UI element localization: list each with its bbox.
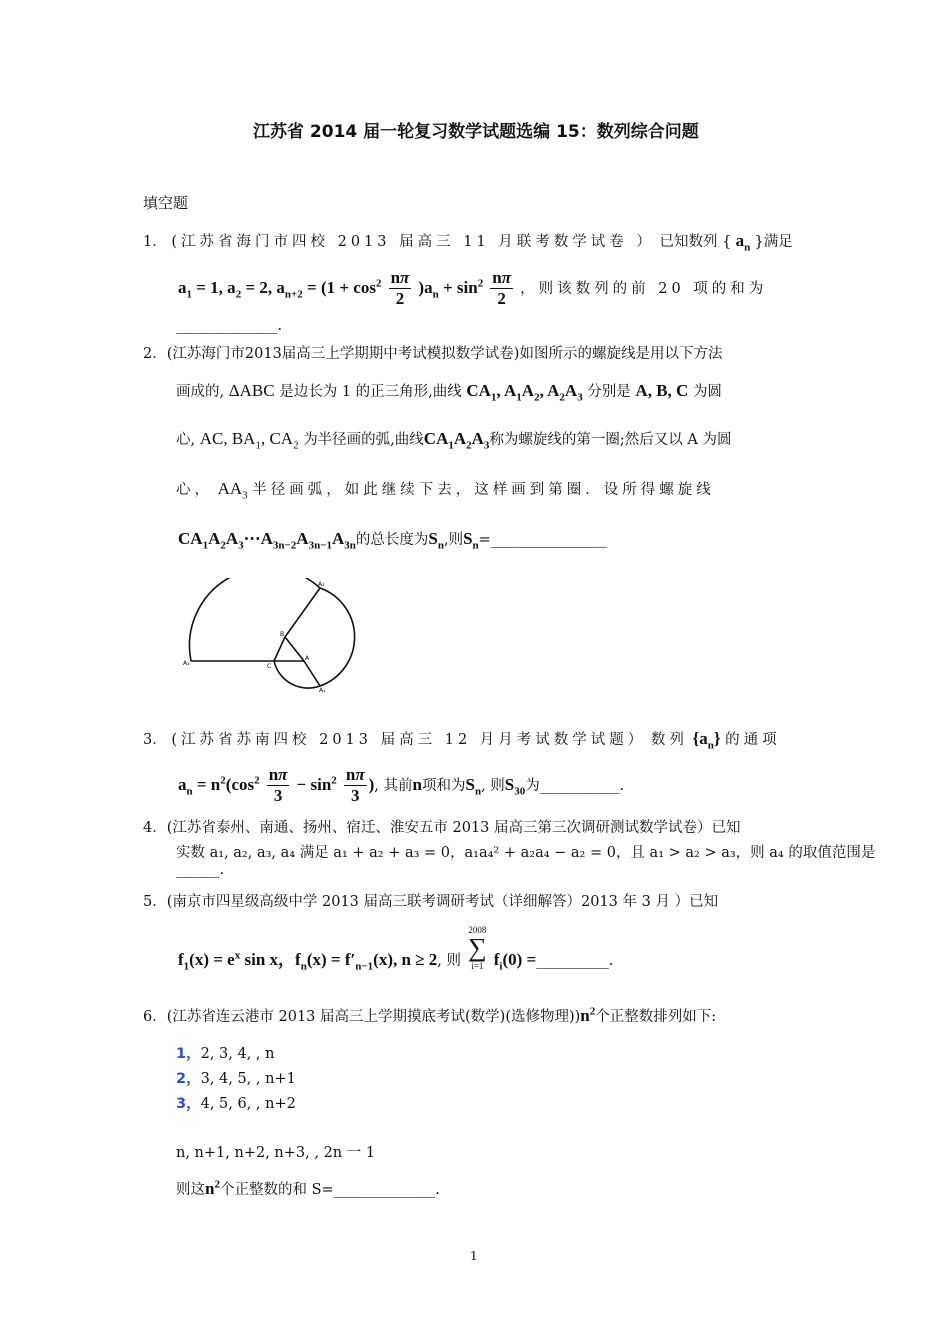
label-b: B (280, 631, 285, 638)
question-source: (南京市四星级高级中学 2013 届高三联考调研考试（详细解答）2013 年 3 月 ） (166, 894, 690, 910)
question-number: 5． (143, 894, 167, 910)
radius-line (285, 588, 320, 637)
question-text: 半径画弧，如此继续下去，这样画到第圈．设所得螺旋线 (252, 482, 715, 498)
question-text: 为圆 (692, 384, 722, 400)
row-lead: 3， (176, 1096, 201, 1112)
question-6-sum: 则这$n^2$个正整数的和 S=______________. (176, 1178, 440, 1198)
question-text: 的通项 (725, 732, 781, 748)
label-c: C (267, 663, 272, 670)
question-number: 1． (143, 234, 167, 250)
question-text: ,则 (443, 532, 464, 548)
spiral-figure (178, 578, 358, 698)
question-text: 已知 (689, 894, 719, 910)
answer-blank: ___________. (539, 778, 625, 794)
question-4-line2: 实数 a₁, a₂, a₃, a₄ 满足 a₁ + a₂ + a₃ = 0，a₁a₄² + a₂a₄ − a₂ = 0，且 a₁ > a₂ > a₃，则 a₄ 的取值范围是 (176, 845, 876, 861)
question-text: , 则 (437, 952, 461, 969)
page-number: 1 (470, 1249, 478, 1263)
page-title: 江苏省 2014 届一轮复习数学试题选编 15：数列综合问题 (253, 122, 699, 142)
answer-blank: __________. (536, 952, 614, 969)
arc-a1a2 (320, 588, 355, 686)
question-text: 个正整数的和 S= (219, 1182, 334, 1198)
question-3-line1: 3． (江苏省苏南四校 2013 届高三 12 月月考试数学试题） 数列 $\{a_n\}$ 的通项 (143, 729, 781, 752)
sequence-row (176, 1092, 296, 1113)
sequence-row (176, 1042, 274, 1063)
question-number: 6． (143, 1009, 167, 1025)
question-text: ，则该数列的前 20 项的和为 (520, 281, 768, 297)
question-2-line1 (143, 342, 722, 363)
question-source: (江苏省泰州、南通、扬州、宿迁、淮安五市 2013 届高三第三次调研测试数学试卷） (166, 820, 712, 836)
question-text: , 则 (481, 778, 505, 794)
question-text: 的总长度为 (355, 532, 429, 548)
label-a: A (305, 655, 310, 662)
question-text: 画成的, (176, 384, 225, 400)
answer-blank: ______. (176, 862, 225, 878)
question-6-line1: 6．(江苏省连云港市 2013 届高三上学期摸底考试(数学)(选修物理))$n^2$个正整数排列如下: (143, 1005, 717, 1025)
section-heading: 填空题 (143, 194, 189, 212)
answer-blank: ______________. (333, 1182, 440, 1198)
sequence-row (176, 1067, 296, 1088)
label-a2: A₂ (318, 581, 325, 588)
question-number: 4． (143, 820, 167, 836)
answer-blank: ______________. (176, 318, 283, 334)
radius-line (304, 661, 320, 686)
question-source: (江苏省连云港市 2013 届高三上学期摸底考试(数学)(选修物理)) (166, 1009, 581, 1025)
row-lead: 1， (176, 1046, 201, 1062)
question-1-line1: 1． (江苏省海门市四校 2013 届高三 11 月联考数学试卷 ） 已知数列 { $a_n$ }满足 (143, 231, 793, 254)
question-text: 是边长为 1 的正三角形,曲线 (279, 384, 462, 400)
sequence-last-row: n, n+1, n+2, n+3, , 2n 一 1 (176, 1145, 376, 1161)
question-4-line1 (143, 816, 741, 837)
question-text: 分别是 (587, 384, 631, 400)
question-5-formula: $f_1(x) = e^x$ sin x，$f_n(x) = f'_{n-1}(x)$, n ≥ 2, 则 2008 ∑ i=1 $f_i(0)$ =__________. (178, 925, 614, 972)
question-3-formula: $a_n = n^2(\cos^2$ $\frac{n\pi}{3}$ − $\sin^2$ $\frac{n\pi}{3}$ ), 其前n项和为$S_n$, 则$S_{30}$为___________. (178, 765, 625, 805)
question-2-line3: 心, AC, $BA_1$, $CA_2$ 为半径画的弧,曲线$CA_1A_2A_3$称为螺旋线的第一圈;然后又以 A 为圆 (176, 429, 732, 452)
question-text: 个正整数排列如下: (595, 1009, 717, 1025)
question-number: 2． (143, 346, 167, 362)
question-text: , 其前 (374, 778, 413, 794)
label-a3: A₃ (183, 660, 190, 667)
question-source: (江苏省苏南四校 2013 届高三 12 月月考试数学试题） (171, 732, 647, 748)
question-2-line2: 画成的, ΔABC 是边长为 1 的正三角形,曲线 $CA_1$, $A_1A_2$, $A_2A_3$ 分别是 A, B, C 为圆 (176, 381, 722, 404)
row-rest: 4, 5, 6, , n+2 (200, 1096, 296, 1112)
question-number: 3． (143, 732, 167, 748)
question-text: 心, (176, 432, 196, 448)
question-text: 数列 (650, 732, 688, 748)
question-text: 则这 (176, 1182, 205, 1198)
question-text: 已知数列 { (659, 234, 732, 250)
arc-a2a3 (189, 578, 320, 661)
triangle-edge (285, 637, 304, 661)
question-2-line5: $CA_1A_2A_3\cdots A_{3n-2}A_{3n-1}A_{3n}$的总长度为$S_n$,则$S_n=\_\_\_\_\_\_\_\_\_\_\_\_\_\_\_\_$ (178, 529, 607, 552)
question-text: }满足 (754, 234, 793, 250)
question-text: 如图所示的螺旋线是用以下方法 (519, 346, 723, 362)
question-source: (江苏省海门市四校 2013 届高三 11 月联考数学试卷 ） (171, 234, 655, 250)
question-2-line4: 心， $AA_3$ 半径画弧，如此继续下去，这样画到第圈．设所得螺旋线 (176, 479, 715, 502)
question-text: 为 (525, 778, 540, 794)
question-text: 称为螺旋线的第一圈;然后又以 A 为圆 (489, 432, 732, 448)
row-rest: 2, 3, 4, , n (200, 1046, 275, 1062)
question-text: 心， (176, 482, 213, 498)
row-lead: 2， (176, 1071, 201, 1087)
question-text: 为半径画的弧,曲线 (303, 432, 424, 448)
question-text: 已知 (711, 820, 741, 836)
question-5-line1 (143, 890, 718, 911)
question-text: 项和为 (421, 778, 466, 794)
question-1-formula: $a_1 = 1$, $a_2 = 2$, $a_{n+2} = (1 + \cos^2$ $\frac{n\pi}{2}$ )$a_n + \sin^2$ $\frac{n\pi}{2}$ ，则该数列的前 20 项的和为 (178, 268, 768, 308)
question-source: (江苏海门市2013届高三上学期期中考试模拟数学试卷) (166, 346, 520, 362)
triangle-edge (274, 637, 285, 661)
label-a1: A₁ (319, 687, 326, 694)
answer-blank: =________________ (478, 532, 607, 548)
row-rest: 3, 4, 5, , n+1 (200, 1071, 296, 1087)
